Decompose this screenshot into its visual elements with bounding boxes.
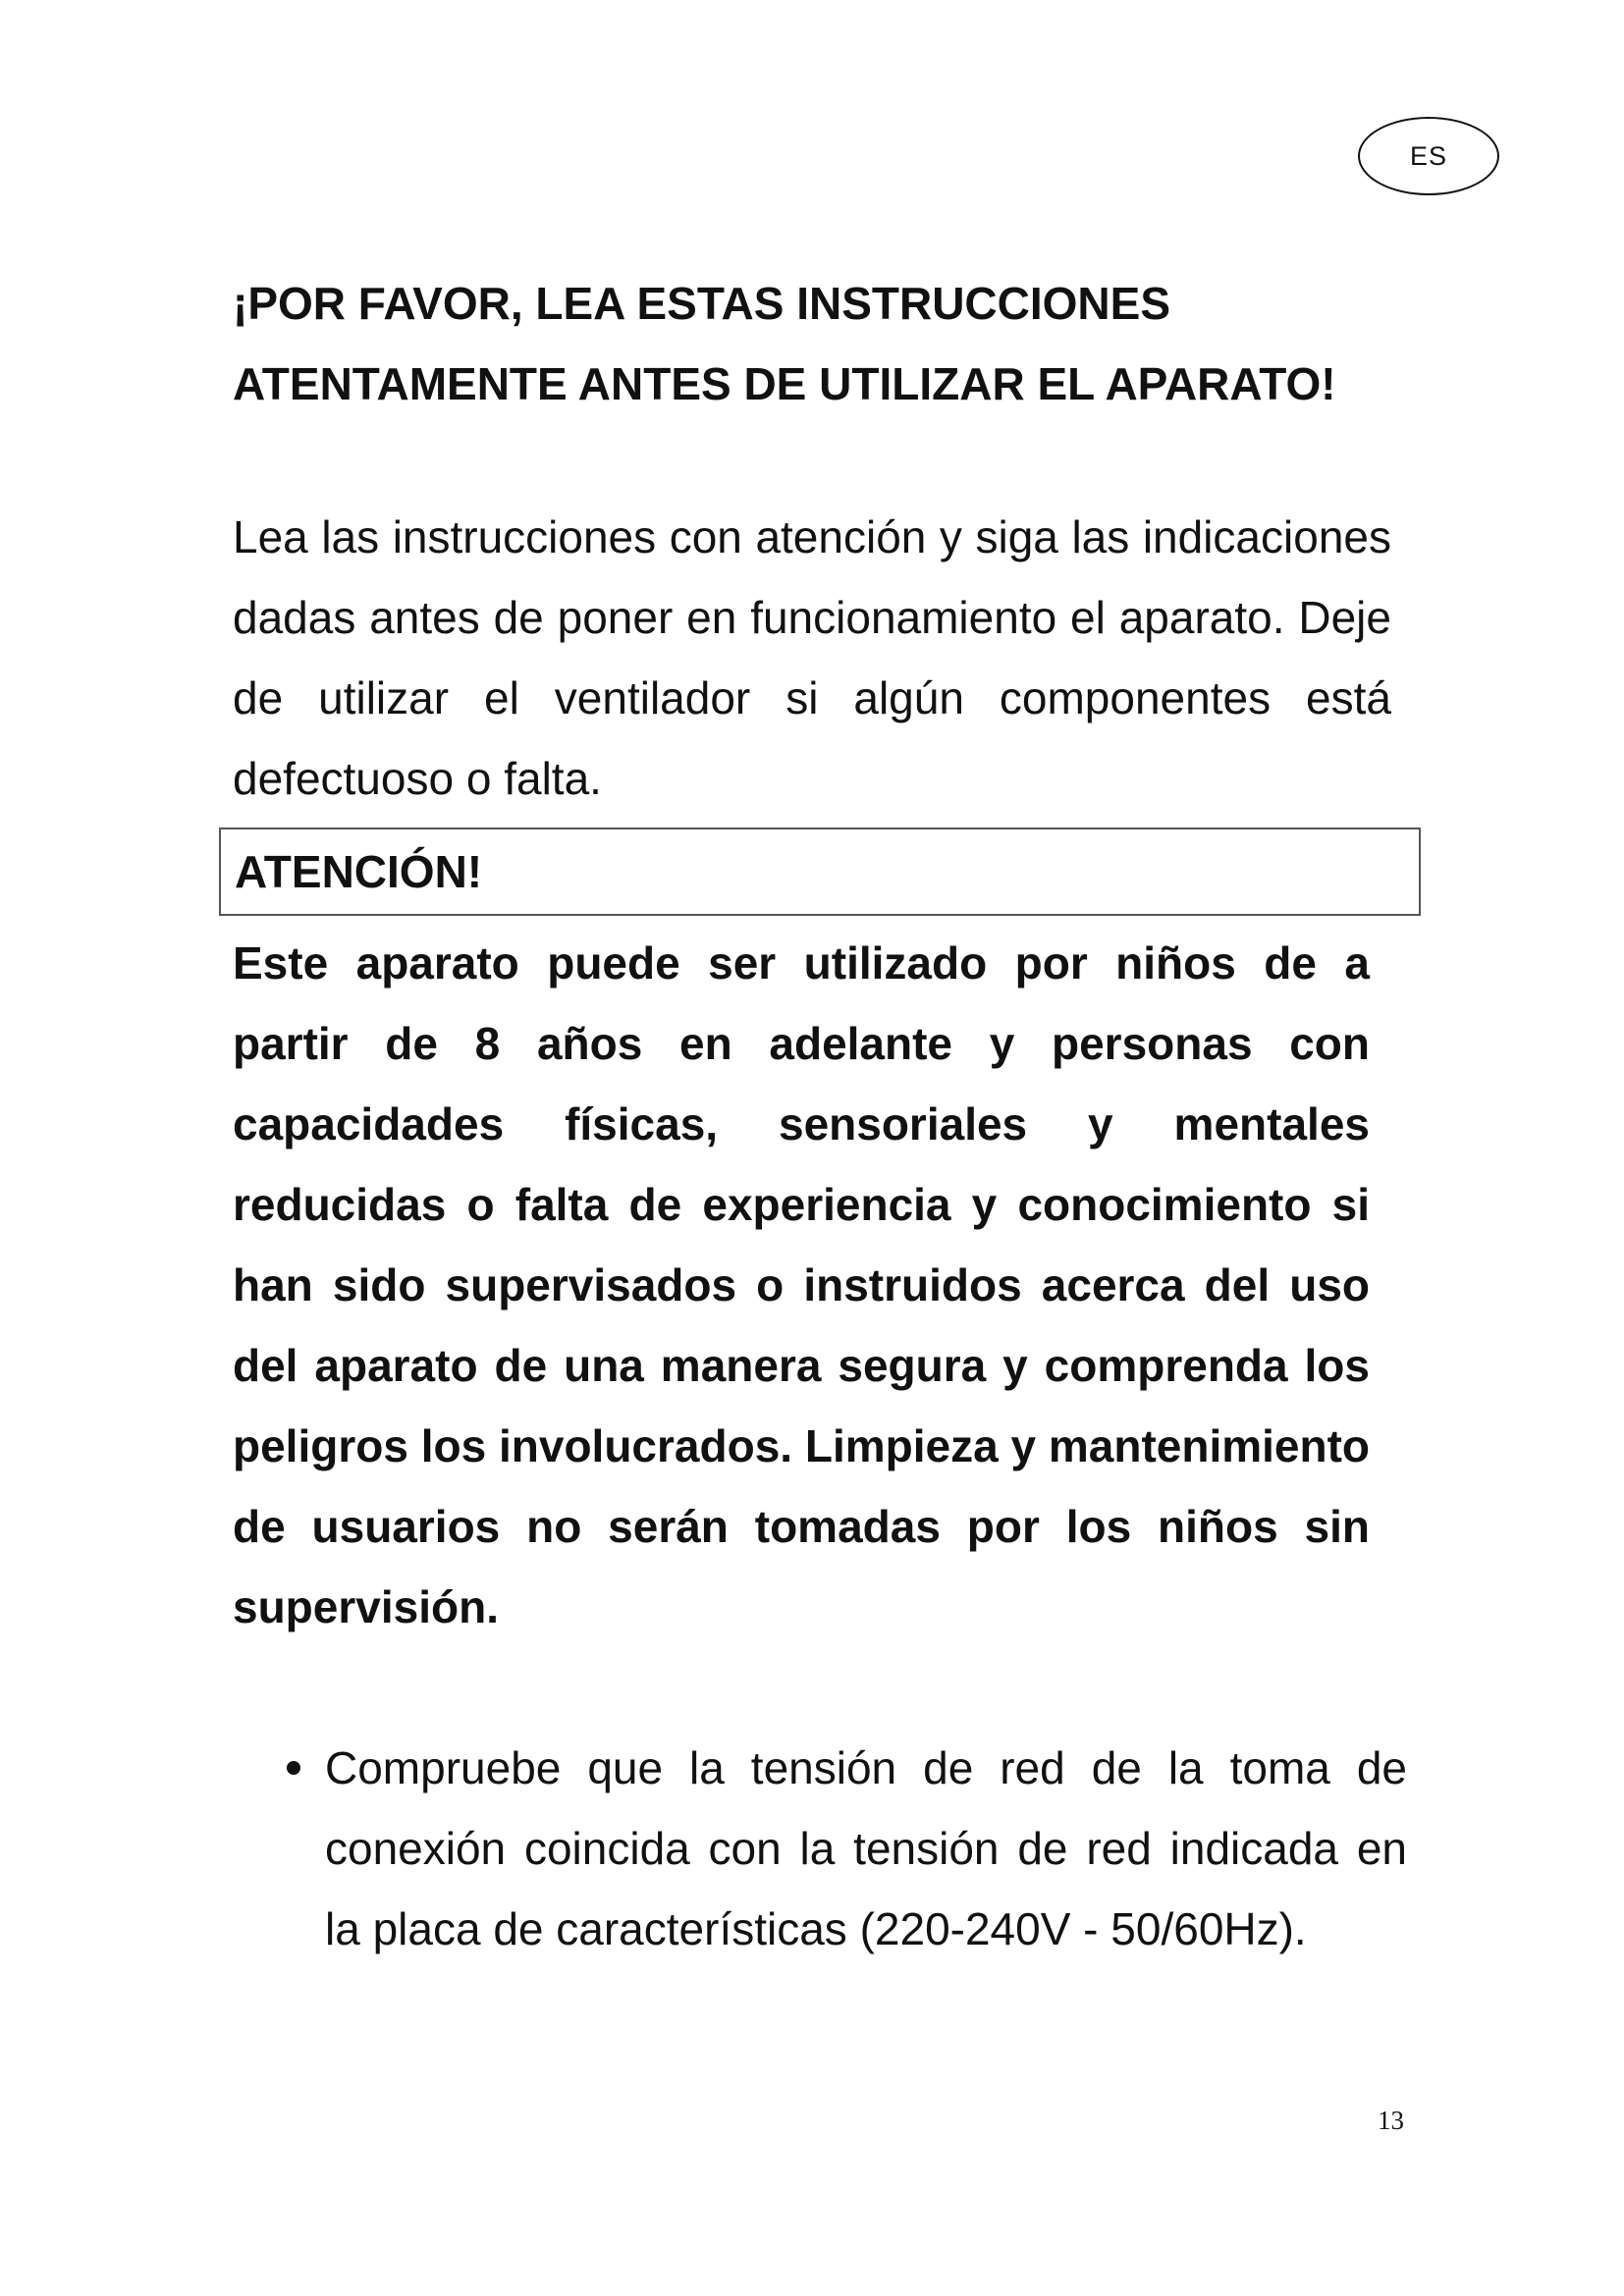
attention-box xyxy=(219,828,1421,916)
page-title xyxy=(233,263,1391,424)
title-line-1: ¡POR FAVOR, LEA ESTAS INSTRUCCIONES xyxy=(233,278,1170,329)
instruction-list xyxy=(233,1728,1407,1969)
title-line-2: ATENTAMENTE ANTES DE UTILIZAR EL APARATO! xyxy=(233,358,1336,409)
list-item xyxy=(233,1728,1407,1969)
safety-warning-paragraph: Este aparato puede ser utilizado por niños de a partir de 8 años en adelante y personas con capacidades físicas, sensoriales y mentales reducidas o falta de experiencia y conocimiento si han sido supervisados o instruidos acerca del uso del aparato de una manera segura y comprenda los peligros los involucrados. Limpieza y mantenimiento de usuarios no serán tomadas por los niños sin supervisión. xyxy=(233,937,1370,1632)
bullet-icon xyxy=(287,1761,300,1775)
language-badge: ES xyxy=(1358,117,1499,195)
page-number: 13 xyxy=(1378,2106,1404,2135)
intro-paragraph: Lea las instrucciones con atención y siga las indicaciones dadas antes de poner en funcionamiento el aparato. Deje de utilizar el ventilador si algún componentes está defectuoso o falta. xyxy=(233,511,1391,804)
list-item-text: Compruebe que la tensión de red de la toma de conexión coincida con la tensión de red indicada en la placa de características (220-240V - 50/60Hz). xyxy=(325,1742,1407,1954)
attention-label: ATENCIÓN! xyxy=(235,846,483,897)
